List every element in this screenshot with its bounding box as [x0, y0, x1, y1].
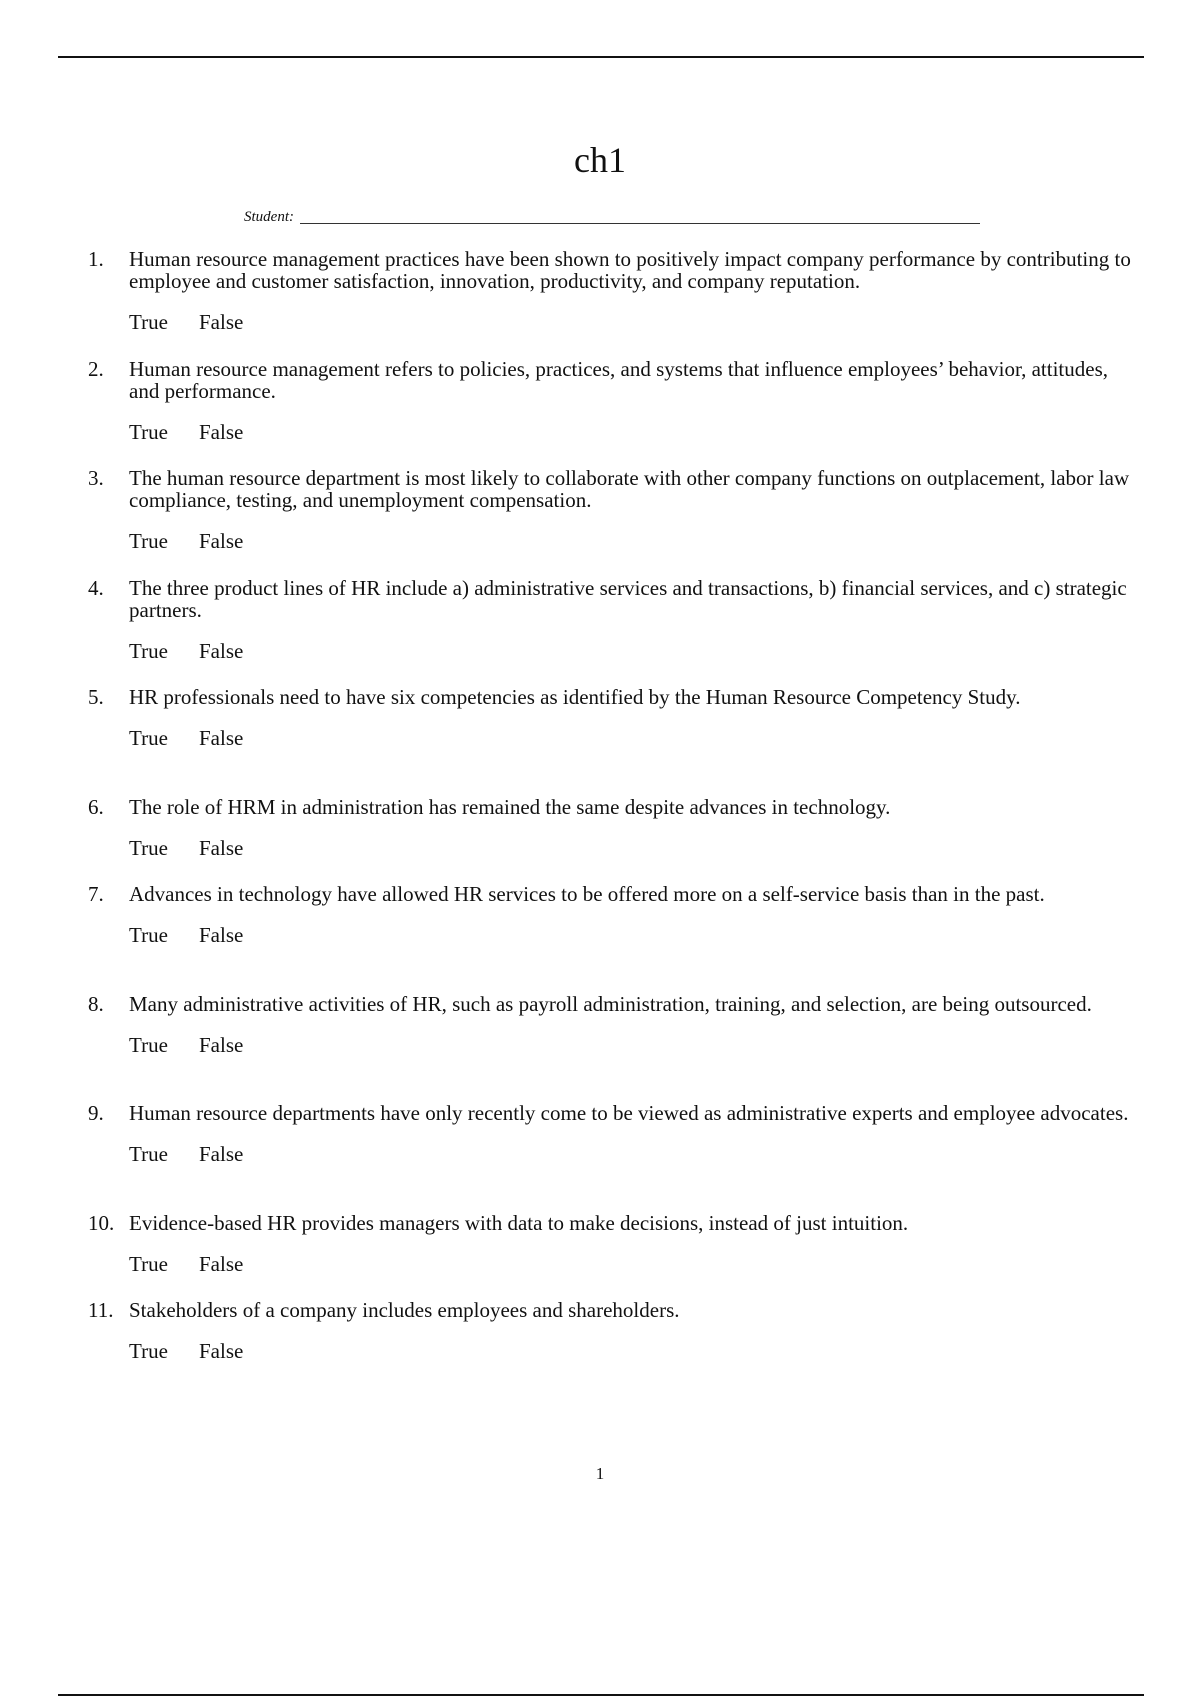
option-true[interactable]: True: [129, 1032, 168, 1057]
question-item: [88, 1102, 1138, 1212]
answer-options: [129, 639, 1138, 663]
option-false[interactable]: False: [199, 835, 244, 860]
question-number: 2.: [88, 356, 104, 381]
option-true[interactable]: True: [129, 310, 168, 334]
option-false[interactable]: False: [199, 310, 244, 334]
question-item: [88, 248, 1138, 358]
option-true[interactable]: True: [129, 638, 168, 663]
question-item: [88, 796, 1138, 884]
answer-options: [129, 836, 1138, 860]
page-number: 1: [595, 1464, 605, 1483]
top-rule: [58, 56, 1144, 58]
answer-options: [129, 1339, 1138, 1363]
question-text: Human resource management practices have been shown to positively impact company performance by contributing to employee and customer satisfaction, innovation, productivity, and company reputation.: [129, 247, 1131, 293]
option-false[interactable]: False: [199, 529, 244, 553]
question-number: 10.: [88, 1210, 115, 1235]
option-false[interactable]: False: [199, 726, 244, 750]
question-item: [88, 1299, 1138, 1387]
question-number: 8.: [88, 991, 104, 1016]
question-item: [88, 467, 1138, 577]
student-field: [244, 208, 980, 226]
option-false[interactable]: False: [199, 638, 244, 663]
question-item: [88, 358, 1138, 468]
answer-options: [129, 1033, 1138, 1057]
question-text: Stakeholders of a company includes employees and shareholders.: [129, 1298, 680, 1322]
question-text: Human resource management refers to policies, practices, and systems that influence employees’ behavior, attitudes, and performance.: [129, 356, 1109, 403]
answer-options: [129, 726, 1138, 750]
option-true[interactable]: True: [129, 529, 168, 553]
question-item: [88, 883, 1138, 993]
answer-options: [129, 529, 1138, 553]
question-text: The human resource department is most likely to collaborate with other company functions on outplacement, labor law compliance, testing, and unemployment compensation.: [129, 466, 1130, 512]
question-number: 7.: [88, 882, 104, 906]
option-true[interactable]: True: [129, 1142, 168, 1166]
question-text: The three product lines of HR include a) administrative services and transactions, b) financial services, and c) strategic partners.: [129, 575, 1127, 622]
question-number: 1.: [88, 247, 104, 271]
option-false[interactable]: False: [199, 1142, 244, 1166]
option-true[interactable]: True: [129, 726, 168, 750]
student-name-line[interactable]: [300, 211, 980, 224]
question-text: HR professionals need to have six competencies as identified by the Human Resource Competency Study.: [129, 685, 1021, 709]
answer-options: [129, 420, 1138, 444]
question-number: 11.: [88, 1298, 114, 1322]
answer-options: [129, 1142, 1138, 1166]
question-number: 3.: [88, 466, 104, 490]
question-text: Many administrative activities of HR, such as payroll administration, training, and selection, are being outsourced.: [129, 991, 1092, 1016]
option-true[interactable]: True: [129, 835, 168, 860]
option-true[interactable]: True: [129, 923, 168, 947]
question-item: [88, 577, 1138, 687]
question-list: [88, 248, 1138, 1387]
answer-options: [129, 310, 1138, 334]
bottom-rule: [58, 1694, 1144, 1696]
answer-options: [129, 1252, 1138, 1276]
option-true[interactable]: True: [129, 1339, 168, 1363]
question-number: 4.: [88, 575, 104, 600]
question-item: [88, 1212, 1138, 1300]
question-item: [88, 686, 1138, 796]
student-label: Student:: [244, 209, 294, 225]
question-number: 6.: [88, 794, 104, 819]
question-number: 9.: [88, 1101, 104, 1125]
option-true[interactable]: True: [129, 1251, 168, 1276]
question-text: The role of HRM in administration has remained the same despite advances in technology.: [129, 794, 891, 819]
question-item: [88, 993, 1138, 1103]
option-true[interactable]: True: [129, 419, 168, 444]
answer-options: [129, 923, 1138, 947]
question-text: Advances in technology have allowed HR services to be offered more on a self-service basis than in the past.: [129, 882, 1045, 906]
question-text: Human resource departments have only recently come to be viewed as administrative experts and employee advocates.: [129, 1101, 1129, 1125]
option-false[interactable]: False: [199, 923, 244, 947]
option-false[interactable]: False: [199, 419, 244, 444]
option-false[interactable]: False: [199, 1339, 244, 1363]
question-number: 5.: [88, 685, 104, 709]
option-false[interactable]: False: [199, 1032, 244, 1057]
page-title: ch1: [574, 140, 626, 180]
option-false[interactable]: False: [199, 1251, 244, 1276]
question-text: Evidence-based HR provides managers with data to make decisions, instead of just intuition.: [129, 1210, 909, 1235]
